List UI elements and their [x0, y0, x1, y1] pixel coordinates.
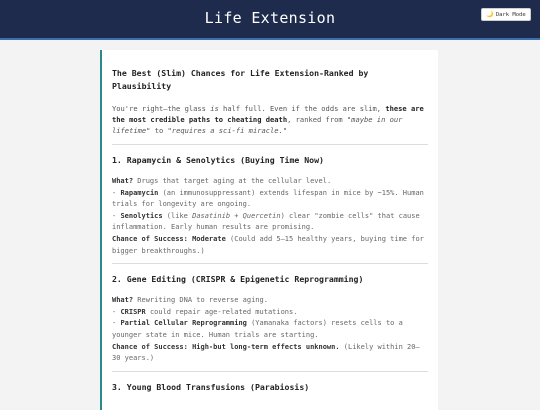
app-header	[0, 0, 540, 40]
bullet: -	[112, 211, 121, 220]
moon-icon: 🌙	[486, 11, 494, 18]
list-item	[112, 188, 428, 211]
list-item	[112, 318, 428, 341]
intro-text: "	[282, 126, 288, 135]
item-bold: Partial Cellular Reprogramming	[120, 319, 247, 328]
item-bold: CRISPR	[120, 307, 146, 316]
item-text: (an immunosuppressant) extends lifespan in mice by ~15%. Human trials for longevity are ongoing.	[112, 188, 424, 209]
divider	[112, 263, 428, 264]
section-body	[112, 295, 428, 365]
item-text: (Yamanaka factors) resets cells to a younger state in mice. Human trials are starting.	[112, 319, 403, 339]
what-line	[112, 176, 428, 188]
intro-text: , ranked from "	[287, 115, 352, 124]
chance-line	[112, 342, 428, 365]
chance-text: (Likely within 20–30 years.)	[112, 342, 420, 363]
bullet: -	[112, 319, 121, 328]
item-bold: Senolytics	[120, 211, 163, 220]
bullet: -	[112, 307, 121, 316]
item-text: (like	[162, 211, 193, 220]
dark-mode-label: Dark Mode	[495, 11, 526, 18]
what-label: What?	[112, 296, 134, 305]
dark-mode-button[interactable]	[481, 8, 531, 21]
list-item	[112, 211, 428, 234]
item-text: ) clear "zombie cells" that cause inflammation. Early human results are promising.	[112, 211, 420, 232]
article-intro	[112, 103, 428, 136]
what-line	[112, 295, 428, 307]
chance-text: (Could add 5–15 healthy years, buying time for bigger breakthroughs.)	[112, 234, 424, 255]
item-italic: Dasatinib + Quercetin	[192, 211, 281, 220]
bullet: -	[112, 188, 121, 197]
divider	[112, 371, 428, 372]
section-heading: 2. Gene Editing (CRISPR & Epigenetic Reprogramming)	[112, 274, 364, 285]
what-text: Drugs that target aging at the cellular level.	[133, 177, 332, 185]
what-label: What?	[112, 177, 134, 185]
intro-text: half full. Even if the odds are slim,	[218, 104, 386, 113]
divider	[112, 144, 428, 145]
article-title: The Best (Slim) Chances for Life Extension-Ranked by Plausibility	[112, 68, 369, 91]
section-heading: 3. Young Blood Transfusions (Parabiosis)	[112, 381, 310, 392]
chance-label: Chance of Success: Moderate	[112, 234, 226, 243]
intro-bold: these are the most credible paths to cheating death	[112, 104, 424, 124]
section-heading: 1. Rapamycin & Senolytics (Buying Time Now)	[112, 155, 324, 165]
section-body	[112, 176, 428, 257]
item-bold: Rapamycin	[120, 188, 159, 197]
article-card	[100, 50, 438, 410]
intro-italic: is	[210, 104, 219, 113]
chance-label: Chance of Success: High-but long-term effects unknown.	[112, 342, 340, 351]
intro-text: You're right—the glass	[112, 104, 211, 113]
intro-text: " to "	[146, 126, 172, 135]
chance-line	[112, 234, 428, 257]
intro-italic: requires a sci-fi miracle.	[171, 126, 283, 135]
list-item	[112, 307, 428, 319]
intro-italic: maybe in our lifetime	[112, 115, 403, 135]
what-text: Rewriting DNA to reverse aging.	[133, 296, 268, 305]
page-title: Life Extension	[204, 9, 336, 27]
item-text: could repair age-related mutations.	[145, 307, 298, 316]
